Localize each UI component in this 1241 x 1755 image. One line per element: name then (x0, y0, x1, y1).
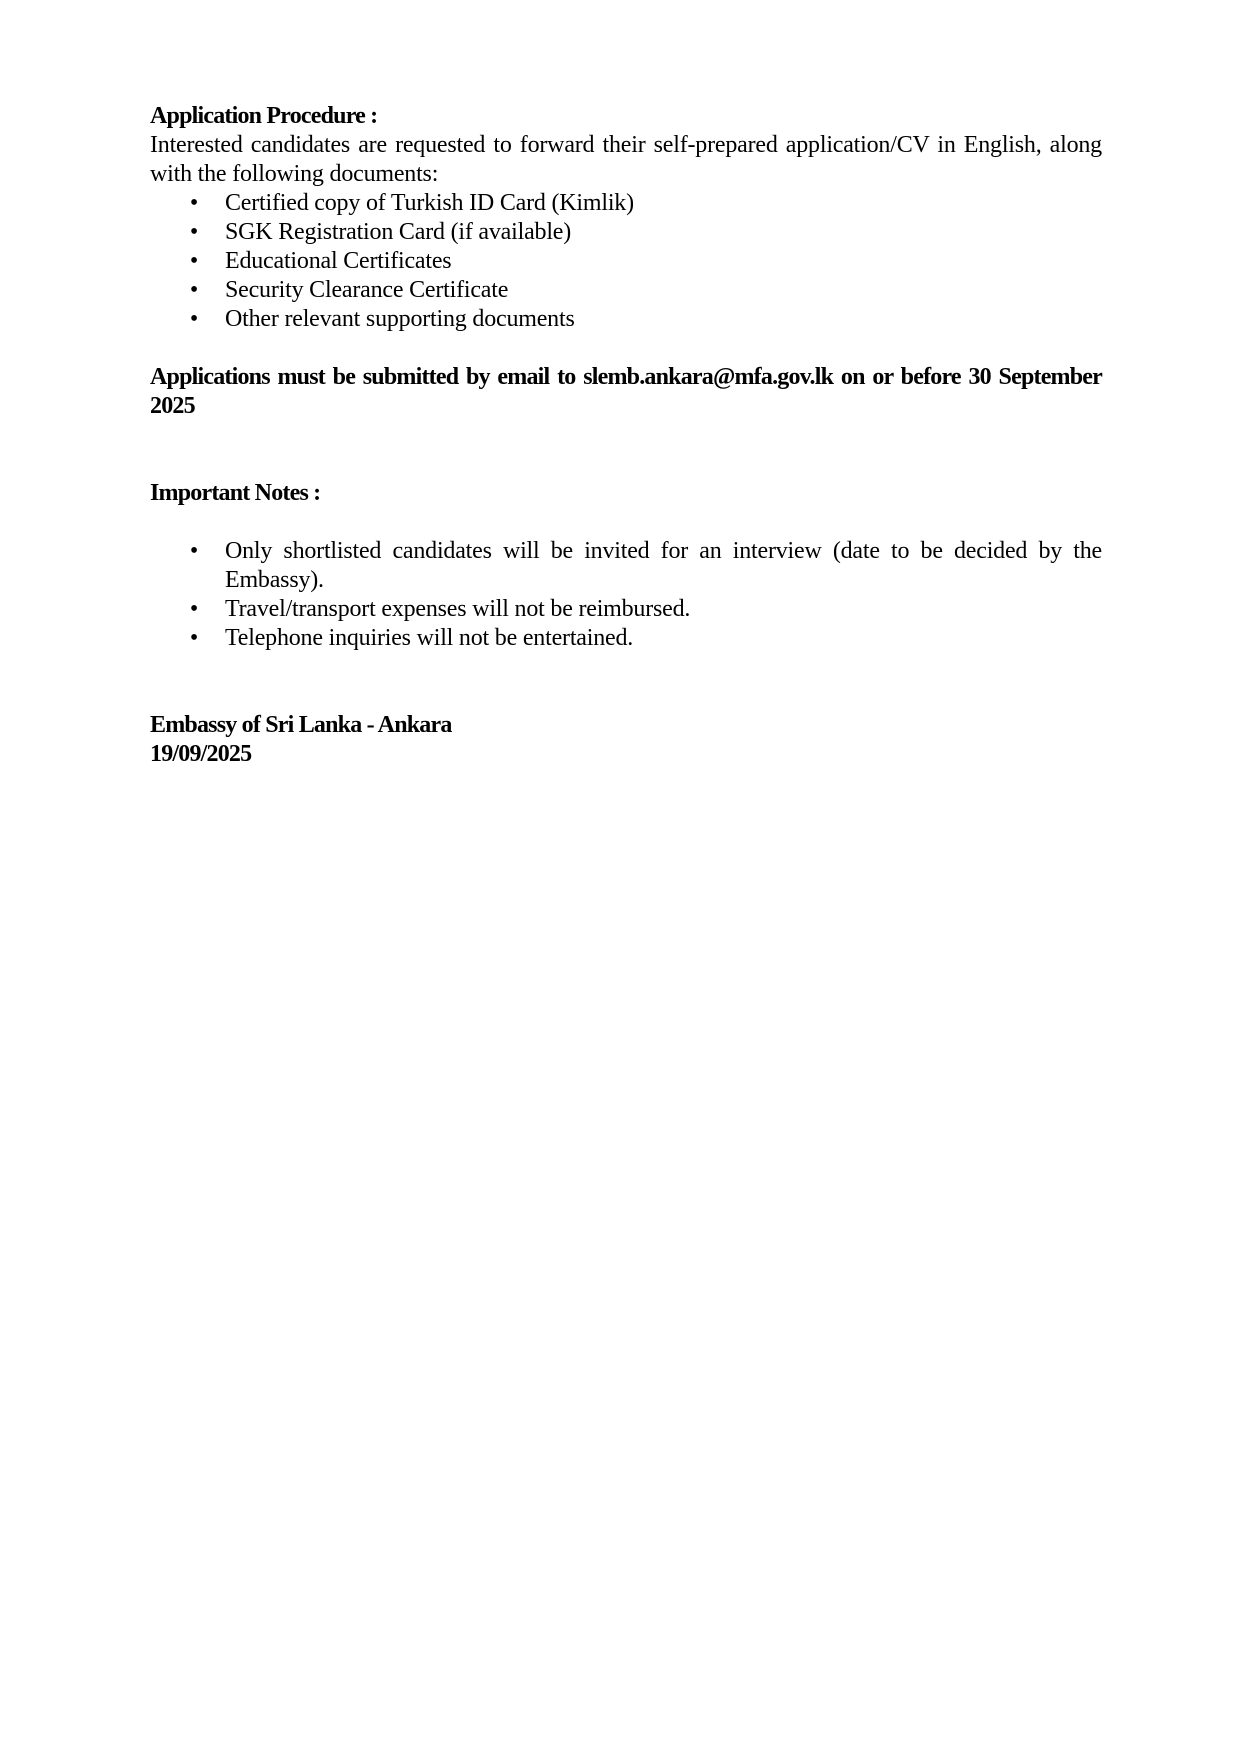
list-item-text: Security Clearance Certificate (225, 277, 509, 303)
list-item-text: Travel/transport expenses will not be reimbursed. (225, 596, 691, 622)
bullet-icon: • (189, 190, 199, 216)
list-item-text: Other relevant supporting documents (225, 306, 575, 332)
list-item (150, 218, 1102, 247)
bullet-icon: • (189, 306, 199, 332)
application-procedure-section (150, 102, 1102, 334)
important-notes-section (150, 479, 1102, 653)
list-item-text: Certified copy of Turkish ID Card (Kimlik) (225, 190, 634, 216)
list-item (150, 276, 1102, 305)
list-item (150, 305, 1102, 334)
application-procedure-intro: Interested candidates are requested to forward their self-prepared application/CV in English, along with the following documents: (150, 132, 1102, 187)
email-address: slemb.ankara@mfa.gov.lk (583, 364, 834, 390)
list-item (150, 247, 1102, 276)
issuer-name: Embassy of Sri Lanka - Ankara (150, 712, 452, 738)
bullet-icon: • (189, 248, 199, 274)
deadline-text-before: Applications must be submitted by email to (150, 364, 584, 390)
important-notes-heading: Important Notes : (150, 480, 321, 506)
list-item-text: Educational Certificates (225, 248, 452, 274)
submission-deadline (150, 363, 1102, 421)
list-item (150, 537, 1102, 595)
bullet-icon: • (189, 596, 199, 622)
list-item-text: Telephone inquiries will not be entertained. (225, 625, 634, 651)
list-item-text: Only shortlisted candidates will be invited for an interview (date to be decided by the Embassy). (225, 538, 1102, 593)
deadline-text-after: on or before 30 September 2025 (150, 364, 1102, 419)
list-item (150, 595, 1102, 624)
bullet-icon: • (189, 219, 199, 245)
required-documents-list (150, 189, 1102, 334)
important-notes-list (150, 537, 1102, 653)
application-procedure-heading: Application Procedure : (150, 103, 378, 129)
signature-block (150, 711, 1102, 769)
list-item (150, 624, 1102, 653)
document-page (150, 102, 1102, 769)
bullet-icon: • (189, 625, 199, 651)
list-item (150, 189, 1102, 218)
issue-date: 19/09/2025 (150, 741, 252, 767)
bullet-icon: • (189, 277, 199, 303)
list-item-text: SGK Registration Card (if available) (225, 219, 572, 245)
bullet-icon: • (189, 538, 199, 564)
